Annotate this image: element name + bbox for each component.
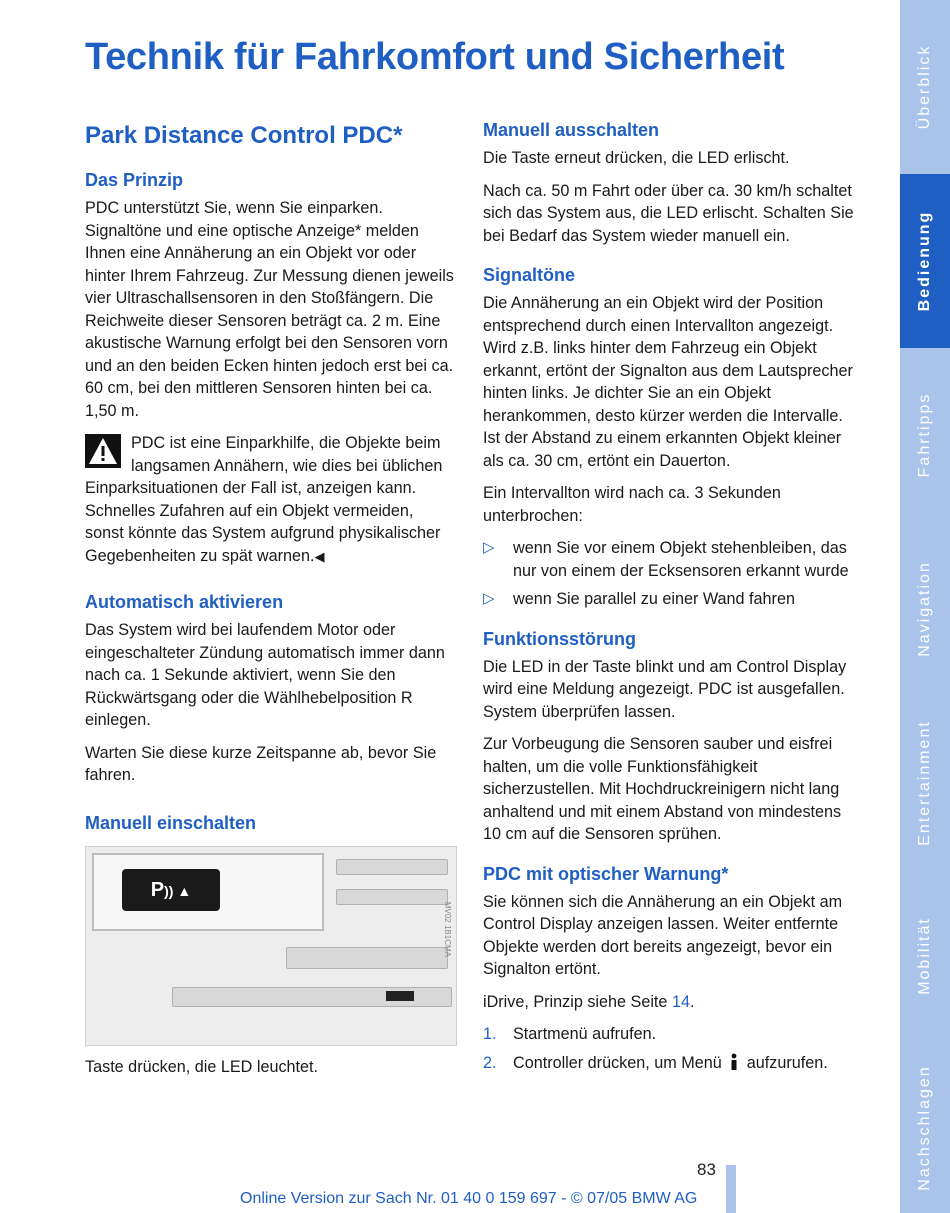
warning-icon [85, 434, 121, 468]
step-item: 1. Startmenü aufrufen. [483, 1025, 657, 1043]
optical-heading: PDC mit optischer Warnung* [483, 863, 729, 884]
idrive-reference: iDrive, Prinzip siehe Seite 14. [483, 992, 695, 1011]
pdc-button: P)) ▲ [122, 869, 220, 911]
warning-text: PDC ist eine Einparkhilfe, die Objekte beim langsamen Annähern, wie dies bei üblichen Einparksituationen der Fall ist, anzeigen kann. Schnelles Zufahren auf ein Objekt vermeiden, sonst könnte das System aufgrund physikalischer Gegebenheiten zu spät warnen. [85, 434, 443, 565]
end-mark-icon: ◀ [314, 548, 325, 564]
tab-entertainment[interactable]: Entertainment [900, 696, 950, 872]
list-item: ▷ wenn Sie parallel zu einer Wand fahren [483, 588, 855, 611]
left-column [85, 118, 455, 1088]
page-marker-bar [726, 1165, 736, 1213]
step-item: 2. Controller drücken, um Menü aufzurufen. [483, 1053, 828, 1072]
manual-off-text-1: Die Taste erneut drücken, die LED erlischt. [483, 149, 790, 167]
auto-text-1: Das System wird bei laufendem Motor oder eingeschalteter Zündung automatisch immer dann nach ca. 1 Sekunde aktiviert, wenn Sie den Rückwärtsgang oder die Wählhebelposition R einlegen. [85, 621, 445, 729]
page-link[interactable]: 14 [671, 992, 690, 1011]
tab-bedienung[interactable]: Bedienung [900, 174, 950, 350]
footer-text: Online Version zur Sach Nr. 01 40 0 159 697 - © 07/05 BMW AG [240, 1190, 698, 1207]
warning-note [85, 432, 455, 568]
signal-text-2: Ein Intervallton wird nach ca. 3 Sekunden unterbrochen: [483, 484, 781, 525]
fault-heading: Funktionsstörung [483, 628, 636, 649]
fault-text-2: Zur Vorbeugung die Sensoren sauber und eisfrei halten, um die volle Funktionsfähigkeit sicherzustellen. Mit Hochdruckreinigern nicht lang anhaltend und mit einem Abstand von mindestens 10 cm auf die Sensoren sprühen. [483, 735, 842, 843]
manual-on-heading: Manuell einschalten [85, 812, 257, 833]
pdc-button-small [386, 991, 414, 1001]
tab-fahrtipps[interactable]: Fahrtipps [900, 348, 950, 524]
right-column [483, 120, 855, 1080]
optical-text-1: Sie können sich die Annäherung an ein Objekt am Control Display anzeigen lassen. Weiter entfernte Objekte werden dort bereits angezeigt, bevor ein Signalton ertönt. [483, 892, 843, 978]
signal-text-1: Die Annäherung an ein Objekt wird der Position entsprechend durch einen Intervallton angezeigt. Wird z.B. links hinter dem Fahrzeug ein Objekt erkannt, ertönt der Signalton aus dem Lautsprecher hinten links. Je dichter Sie an ein Objekt herankommen, desto kürzer werden die Intervalle. Ist der Abstand zu einem erkannten Objekt kleiner als ca. 30 cm, ertönt ein Dauerton. [483, 294, 853, 470]
figure-caption: Taste drücken, die LED leuchtet. [85, 1057, 319, 1076]
page-title: Technik für Fahrkomfort und Sicherheit [85, 36, 785, 78]
tab-nachschlagen[interactable]: Nachschlagen [900, 1042, 950, 1213]
tab-uberblick[interactable]: Überblick [900, 0, 950, 176]
prinzip-heading: Das Prinzip [85, 170, 184, 190]
tab-navigation[interactable]: Navigation [900, 522, 950, 698]
info-menu-icon [728, 1053, 740, 1071]
sidebar [900, 0, 950, 1213]
list-item: ▷ wenn Sie vor einem Objekt stehenbleiben, das nur von einem der Ecksensoren erkannt wurde [483, 539, 849, 580]
manual-off-heading: Manuell ausschalten [483, 120, 660, 140]
zoom-panel [92, 853, 324, 931]
pdc-button-figure [85, 846, 457, 1046]
fault-text-1: Die LED in der Taste blinkt und am Control Display wird eine Meldung angezeigt. PDC ist ausgefallen. System überprüfen lassen. [483, 657, 847, 721]
signal-heading: Signaltöne [483, 265, 576, 285]
auto-text-2: Warten Sie diese kurze Zeitspanne ab, bevor Sie fahren. [85, 743, 437, 784]
page-number: 83 [697, 1160, 716, 1179]
bullet-arrow-icon: ▷ [483, 590, 495, 607]
tab-mobilitat[interactable]: Mobilität [900, 870, 950, 1044]
bullet-arrow-icon: ▷ [483, 539, 495, 556]
signal-bullets [483, 537, 855, 611]
prinzip-text: PDC unterstützt Sie, wenn Sie einparken. Signaltöne und eine optische Anzeige* melden Ihnen eine Annäherung an ein Objekt vor oder hinter Ihrem Fahrzeug. Zur Messung dienen jeweils vier Ultraschallsensoren in den Stoßfängern. Die Reichweite dieser Sensoren beträgt ca. 2 m. Eine akustische Warnung erfolgt bei den Sensoren vorn und an den beiden Ecken hinten jedoch erst bei ca. 60 cm, bei den mittleren Sensoren hinten bei ca. 1,50 m. [85, 199, 454, 420]
steps-list [483, 1023, 855, 1074]
figure-stamp: MV02 1B1CMA [443, 901, 452, 957]
section-title: Park Distance Control PDC* [85, 122, 403, 149]
auto-heading: Automatisch aktivieren [85, 592, 284, 612]
manual-off-text-2: Nach ca. 50 m Fahrt oder über ca. 30 km/h schaltet sich das System aus, die LED erlischt. Schalten Sie bei Bedarf das System wieder manuell ein. [483, 181, 854, 245]
